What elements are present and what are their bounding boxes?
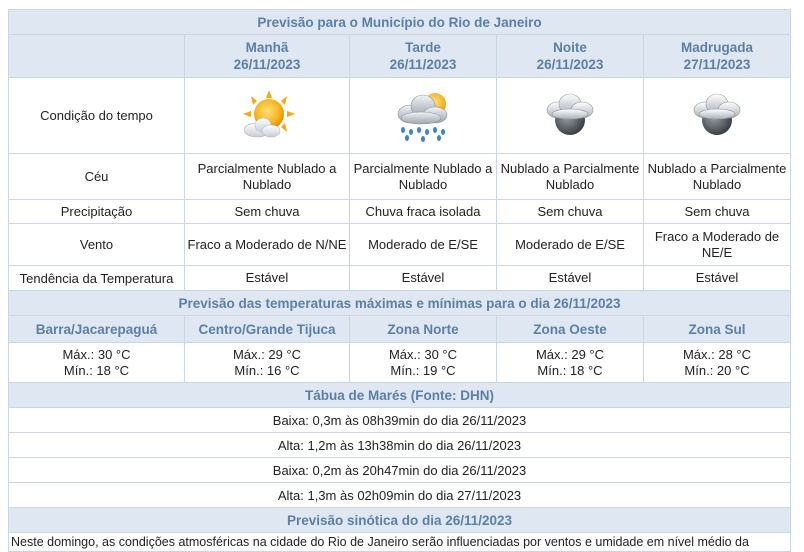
- period-name: Madrugada: [681, 40, 754, 55]
- zone-temps-sul: [644, 343, 791, 383]
- period-date: 26/11/2023: [536, 57, 604, 72]
- synoptic-text: Neste domingo, as condições atmosféricas na cidade do Rio de Janeiro serão influenciadas por ventos e umidade em nível médio da: [9, 533, 791, 552]
- vento-manha: Fraco a Moderado de N/NE: [185, 224, 350, 266]
- precip-manha: Sem chuva: [185, 200, 350, 224]
- tide-row: Baixa: 0,3m às 08h39min do dia 26/11/2023: [9, 408, 791, 433]
- tides-title: Tábua de Marés (Fonte: DHN): [9, 383, 791, 408]
- cloud-rain-sun-icon: [389, 88, 457, 144]
- period-header-noite: [497, 35, 644, 78]
- forecast-container: [8, 9, 790, 552]
- temp-min: Mín.: 19 °C: [390, 362, 456, 378]
- cloudy-moon-icon: [685, 88, 749, 144]
- row-label-ceu: Céu: [9, 154, 185, 200]
- zone-name-sul: Zona Sul: [644, 316, 791, 343]
- temp-min: Mín.: 20 °C: [684, 362, 750, 378]
- period-date: 26/11/2023: [233, 57, 301, 72]
- zone-temps-barra: [9, 343, 185, 383]
- tide-row: Alta: 1,3m às 02h09min do dia 27/11/2023: [9, 483, 791, 508]
- period-date: 27/11/2023: [683, 57, 751, 72]
- temp-max: Máx.: 30 °C: [62, 346, 131, 362]
- condition-cell-manha: [185, 78, 350, 154]
- zone-name-barra: Barra/Jacarepaguá: [9, 316, 185, 343]
- temps-title: Previsão das temperaturas máximas e mínimas para o dia 26/11/2023: [9, 291, 791, 316]
- ceu-noite: Nublado a Parcialmente Nublado: [497, 154, 644, 200]
- ceu-tarde: Parcialmente Nublado a Nublado: [350, 154, 497, 200]
- zone-name-oeste: Zona Oeste: [497, 316, 644, 343]
- temp-max: Máx.: 29 °C: [232, 346, 302, 362]
- zone-name-centro: Centro/Grande Tijuca: [185, 316, 350, 343]
- period-name: Noite: [553, 40, 587, 55]
- row-label-condicao: Condição do tempo: [9, 78, 185, 154]
- period-name: Tarde: [405, 40, 441, 55]
- period-date: 26/11/2023: [389, 57, 457, 72]
- tide-row: Baixa: 0,2m às 20h47min do dia 26/11/2023: [9, 458, 791, 483]
- condition-cell-madrugada: [644, 78, 791, 154]
- partly-cloudy-sun-icon: [237, 88, 297, 144]
- zone-temps-norte: [350, 343, 497, 383]
- zone-temps-centro: [185, 343, 350, 383]
- vento-noite: Moderado de E/SE: [497, 224, 644, 266]
- condition-cell-tarde: [350, 78, 497, 154]
- temp-max: Máx.: 29 °C: [535, 346, 605, 362]
- tide-row: Alta: 1,2m às 13h38min do dia 26/11/2023: [9, 433, 791, 458]
- zone-name-norte: Zona Norte: [350, 316, 497, 343]
- ceu-madrugada: Nublado a Parcialmente Nublado: [644, 154, 791, 200]
- temp-min: Mín.: 18 °C: [537, 362, 603, 378]
- tendencia-tarde: Estável: [350, 266, 497, 291]
- precip-madrugada: Sem chuva: [644, 200, 791, 224]
- synoptic-title: Previsão sinótica do dia 26/11/2023: [9, 508, 791, 533]
- forecast-table: [8, 9, 791, 552]
- row-label-precip: Precipitação: [9, 200, 185, 224]
- period-header-madrugada: [644, 35, 791, 78]
- condition-cell-noite: [497, 78, 644, 154]
- ceu-manha: Parcialmente Nublado a Nublado: [185, 154, 350, 200]
- precip-tarde: Chuva fraca isolada: [350, 200, 497, 224]
- tendencia-madrugada: Estável: [644, 266, 791, 291]
- tendencia-manha: Estável: [185, 266, 350, 291]
- temp-max: Máx.: 28 °C: [682, 346, 752, 362]
- period-header-tarde: [350, 35, 497, 78]
- cloudy-moon-icon: [538, 88, 602, 144]
- zone-temps-oeste: [497, 343, 644, 383]
- empty-header-cell: [9, 35, 185, 78]
- row-label-vento: Vento: [9, 224, 185, 266]
- tendencia-noite: Estável: [497, 266, 644, 291]
- precip-noite: Sem chuva: [497, 200, 644, 224]
- row-label-tendencia: Tendência da Temperatura: [9, 266, 185, 291]
- vento-tarde: Moderado de E/SE: [350, 224, 497, 266]
- temp-min: Mín.: 16 °C: [234, 362, 300, 378]
- period-name: Manhã: [245, 40, 289, 55]
- temp-max: Máx.: 30 °C: [388, 346, 458, 362]
- period-header-manha: [185, 35, 350, 78]
- temp-min: Mín.: 18 °C: [63, 362, 130, 378]
- forecast-title: Previsão para o Município do Rio de Janeiro: [9, 10, 791, 35]
- vento-madrugada: Fraco a Moderado de NE/E: [644, 224, 791, 266]
